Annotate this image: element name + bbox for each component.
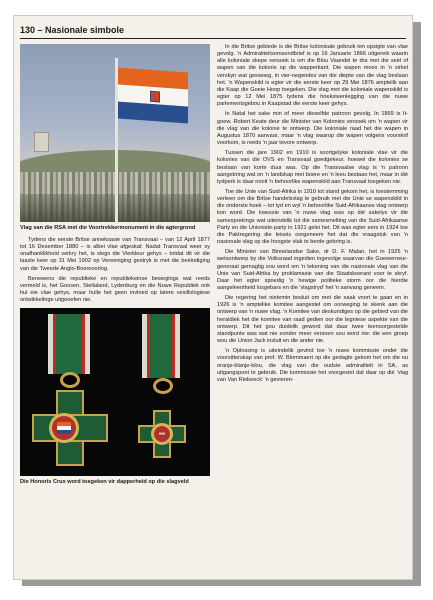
paragraph: Die Minister van Binnelandse Sake, dr D. F. Malan, het in 1925 'n wetsontwerp by die Volksraad ingedien ingevolge waarvan die Goewerneur-generaal gemagtig sou word om 'n tekening van die nasionale vlag van die Unie van Suid-Afrika by proklamasie van die Staatskoerant voor te skryf. Daar het egter spoedig 'n hewige politieke storm oor die hierdie aangeleentheid losgebars en die 'vlagstryd' het 'n aanvang geneem. [217, 249, 408, 291]
medal-ribbon [48, 314, 90, 374]
medals-photo [20, 308, 210, 476]
medal-flag [57, 422, 71, 434]
medal-ribbon [142, 314, 180, 378]
flag-emblem [150, 91, 160, 103]
book-page [13, 15, 413, 580]
flag-photo [20, 44, 210, 222]
right-column [217, 44, 408, 387]
paragraph: Die regering het nietemin besluit om met die saak voort te gaan en in 1926 is 'n amptelike komitee aangestel om oorweging te skenk aan die ontwerp van 'n nuwe vlag. 'n Komitee van deskundiges op die gebied van die heraldiek het die komitee van raad gedien oor die tegniese aspekte van die ontwerp. Dit het gou duidelik geword dat daar twee teenoorgestelde standpunte was wat nie sonder meer versoen sou word nie: die een groep wou die Union Jack insluit en die ander nie. [217, 295, 408, 345]
rsa-flag [118, 68, 188, 124]
header-rule [20, 38, 406, 39]
photo-caption: Vlag van die RSA met die Voortrekkermonument in die agtergrond [20, 225, 196, 231]
paragraph: Benewens die republieke en republiekeinse bewegings wat reeds vermeld is, het Goosen, Stellaland, Lydenburg en die Nuwe Republiek ook hul eie vlae gehys, maar hulle het geen invloed op latere vexillologiese ontwikkelinge uitgeoefen nie. [20, 275, 210, 304]
medal-flag [159, 432, 165, 436]
page-shadow-right [412, 22, 421, 584]
medal-ring [60, 372, 80, 388]
paragraph: 'n Oplossing is uiteindelik gevind toe 'n nuwe kommissie onder die voorsitterskap van prof. W. Blommaert op die gedagte gekom het om die ou oranje-blanje-blou, die vlag van die oudste admiraliteit in SA, as uitgangspunt te gebruik. Die kommissie het voorgestel dat daar op dié 'vlag van Van Riebeeck' 'n gevieren- [217, 348, 408, 383]
voortrekker-monument [34, 132, 49, 152]
medal-ring [153, 378, 173, 394]
paragraph: In Natal het sake min of meer dieselfde patroon gevolg. In 1869 is It-goew. Robert Keate deur die Minister van Kolonies versoek om 'n wapen vir die vlag van die kolonie te ontwerp. Die koloniale raad het die wapen in Augustus 1870 aanvaar, maar 'n vlag waarop die wapen volgens voorskrif voorkom, is reeds 'n jaar tevore ontwerp. [217, 111, 408, 147]
photo-caption: Die Honoris Crux word toegeken vir dapperheid op die slagveld [20, 479, 189, 486]
left-column [20, 44, 210, 486]
paragraph: Tydens die eerste Britse anneksasie van Transvaal – van 12 April 1877 tot 16 Desember 1880 – is albei vlae afgeskaf. Nadat Transvaal weer sy onafhanklikheid verkry het, is slegs die Vierkleur gehys – totdat dit vir die laaste keer op 31 Mei 1902 op Vereeniging gestryk is met die beëindiging van die Tweede Anglo-Boereoorlog. [20, 237, 210, 272]
paragraph: Toe die Unie van Suid-Afrika in 1910 tot stand gekom het, is toestemming verleen om die Britse handelsvlag te gebruik met die Unie se wapenskild in die onderste hoek – tot tyd en wyl 'n behoorlike Suid-Afrikaanse vlag ontwerp kon word. Die kwessie van 'n nuwe vlag was op dié sakelys vir die samesprekings wat uiteindelik tot die samesmelting van die Suid-Afrikaanse Party en die Unioniste-party in 1921 gelei het. Dit was egter eers in 1924 toe die Paktregering die leiseis oorgeneem het dat die vraagstuk van 'n nasionale vlag op die hoogste vlak te berde gebring is. [217, 188, 408, 246]
paragraph: Tussen die jare 1902 en 1910 is soortgelyke koloniale vlae vir die kolonies van die OVS en Transvaal goedgekeur, hoewel die kolonies se bestaan van korte duur was. Op die Transvaalse vlag is 'n patroon aangebring wat on 'n landskap met boere en 'n leeu bestaan het, maar in dié tydperk is daar nooit 'n behoorlike wapenskild aan Transvaal toegeken nie. [217, 150, 408, 185]
left-text [20, 237, 210, 304]
page-header: 130 – Nasionale simbole [20, 25, 125, 35]
paragraph: In die Britse gebiede is die Britse kolonisale gebruik ten opsigte van vlae gevolg. 'n Admiraliteitsomsendbrief is op 16 Januarie 1866 uitgereik waarin alle koloniale skepe versoek is om die Blou Vaandel te dra met die seël of wapen van die kolonie op die wapperkant. Die wapen moes in 'n sirkel verskyn wat geswoeg, in vier-negendes van die diepte van die vlag beslaan het. 'n Wapenskild is egter vir die eerste keer op 29 Mei 1876 amptelik aan die Kaap die Goeie Hoop toegeken. Die vlag met die koloniale wapenskild is egter op 12 Mei 1875 tydens die hoeksteenlegging van die nuwe parlementsgebou in Kaapstad die eerste keer gehys. [217, 44, 408, 108]
